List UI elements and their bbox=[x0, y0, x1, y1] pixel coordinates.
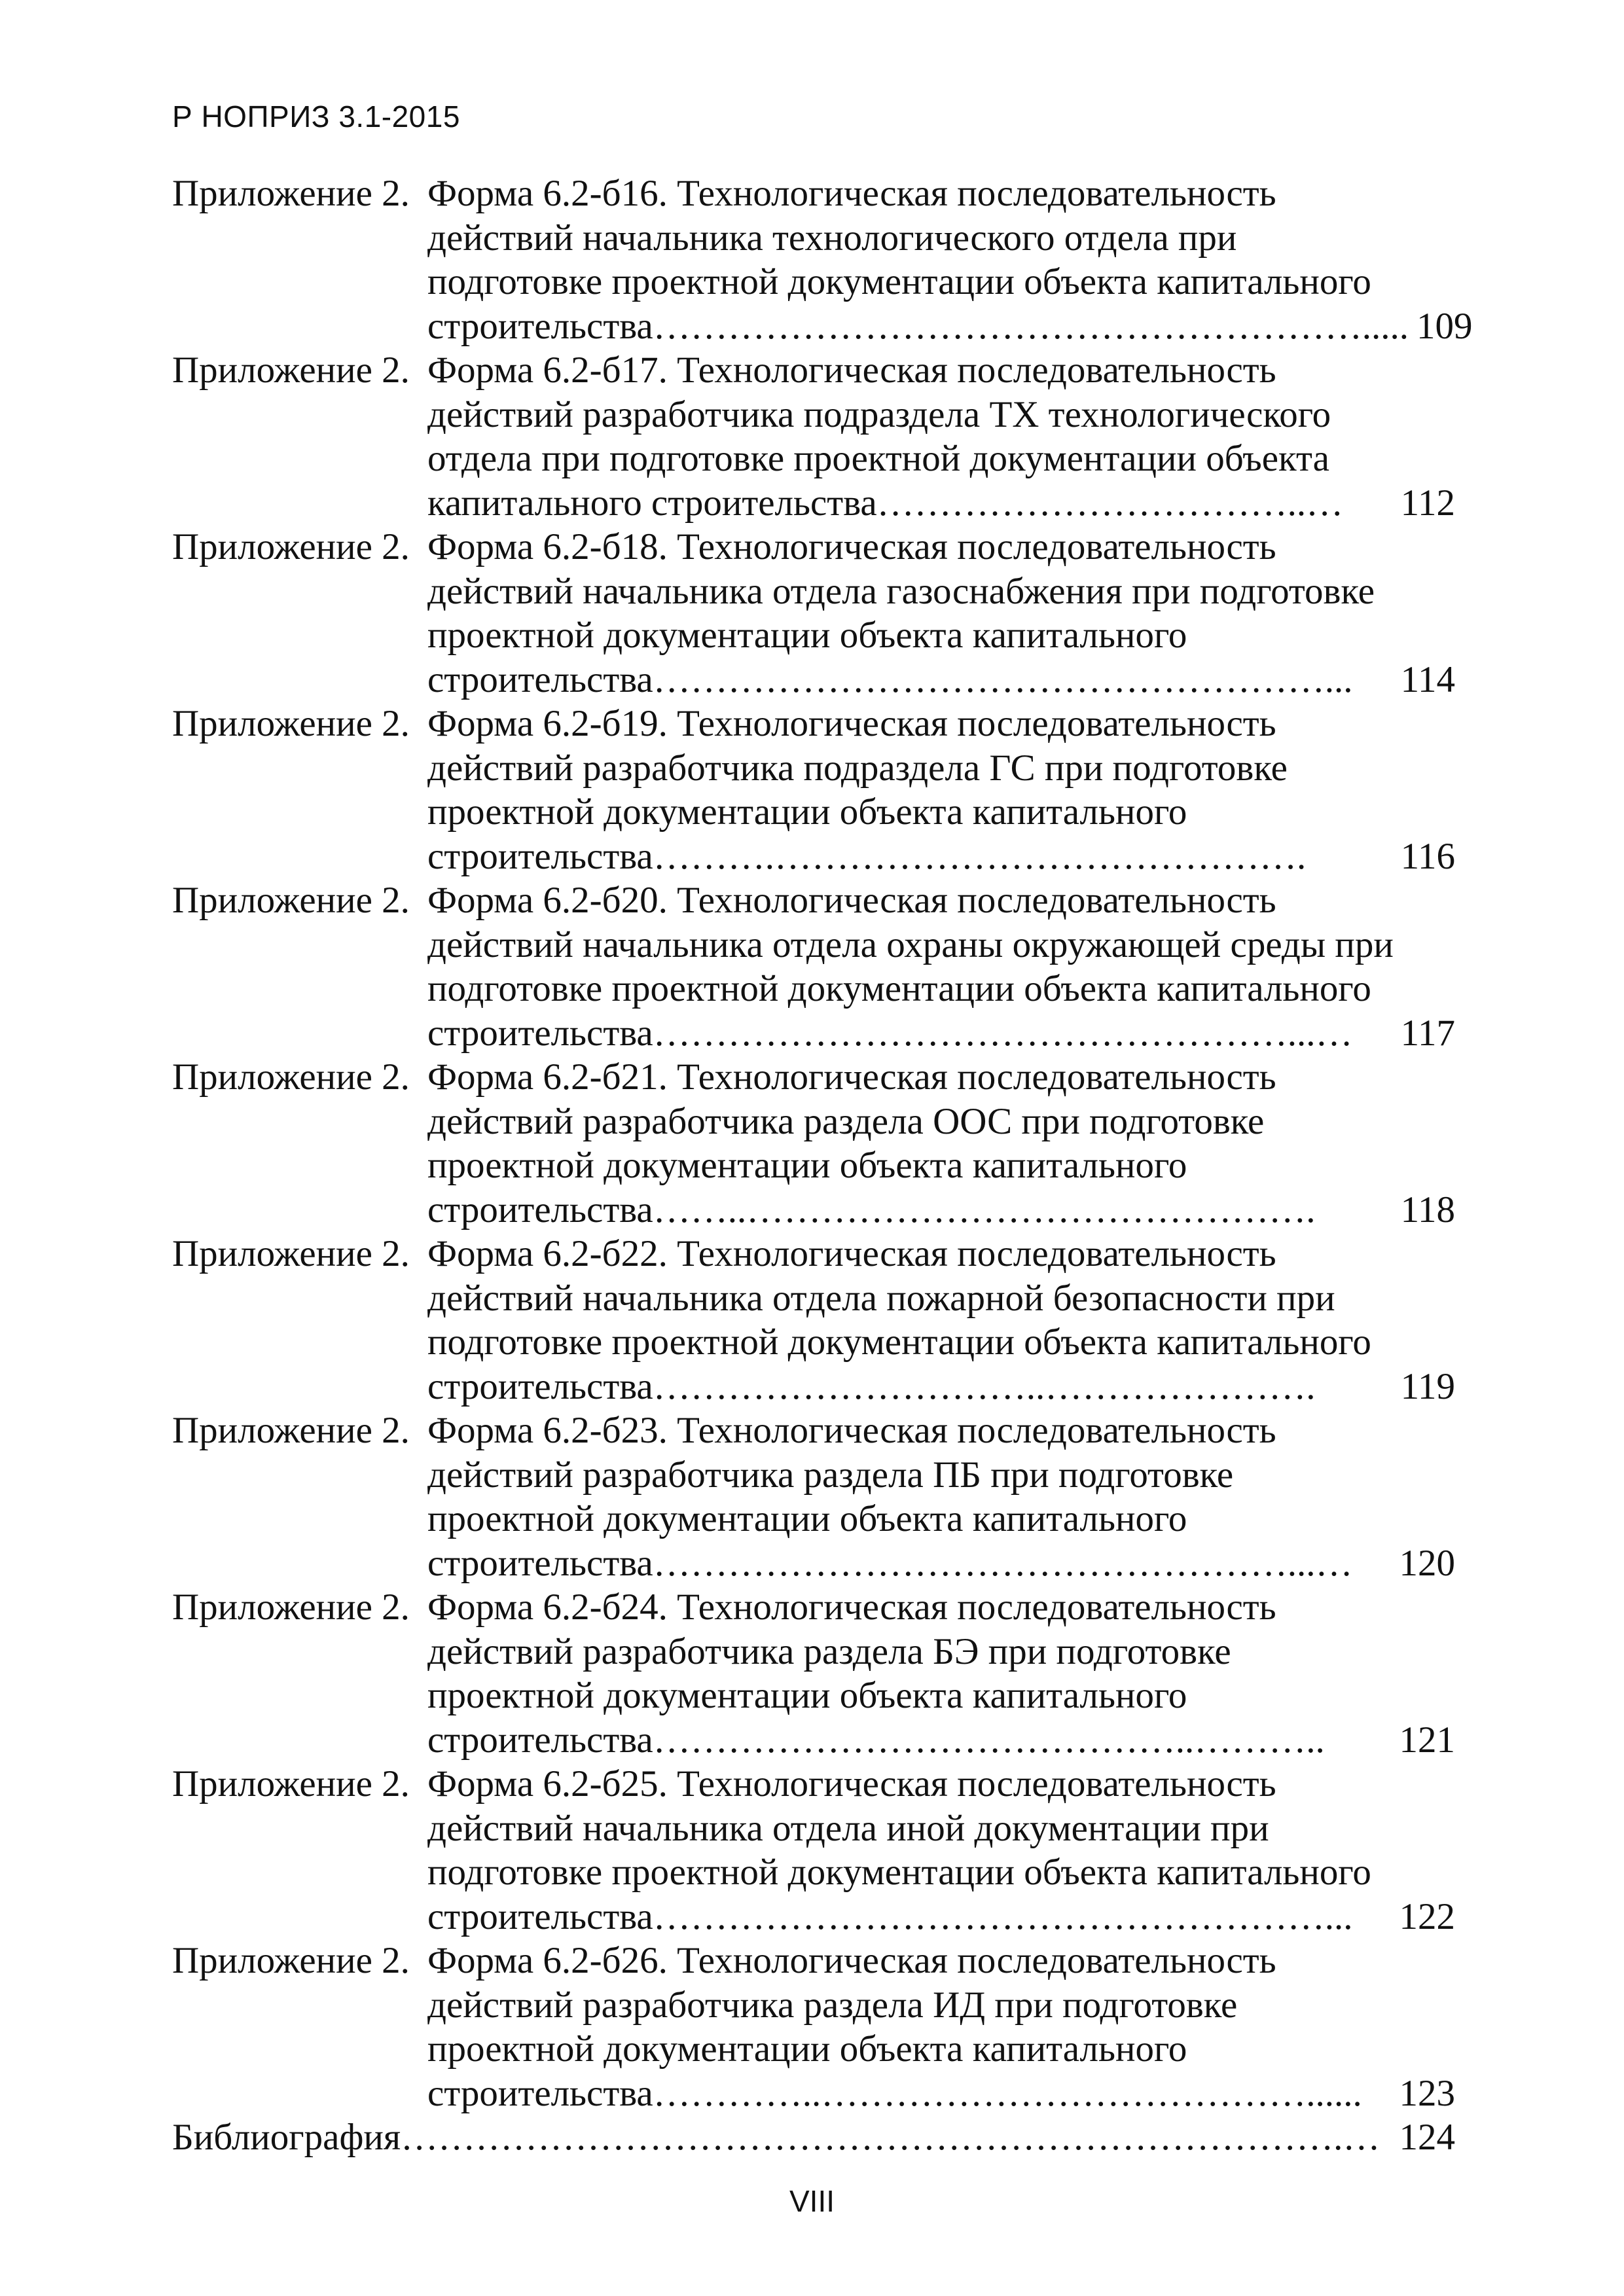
toc-entry-page-number: 119 bbox=[1400, 1365, 1455, 1407]
toc-entry-title-end: строительства…………..…………………………………...... bbox=[427, 2072, 1362, 2114]
toc-entry-bibliography[interactable] bbox=[172, 2115, 1455, 2160]
toc-entry-body bbox=[427, 1585, 1455, 1762]
toc-entry-title-end: строительства…………………………………………………..... bbox=[427, 305, 1409, 347]
toc-entry-leader-line bbox=[427, 834, 1455, 879]
toc-entry-leader-line bbox=[427, 1718, 1455, 1763]
toc-entry[interactable] bbox=[172, 1585, 1455, 1762]
toc-entry-title-line: действий разработчика раздела ООС при подготовке bbox=[427, 1100, 1265, 1142]
toc-entry-body bbox=[427, 878, 1455, 1055]
toc-entry-title-end: строительства……..………………………………………. bbox=[427, 1189, 1316, 1230]
toc-entry[interactable] bbox=[172, 702, 1455, 878]
toc-entry-title-line: Форма 6.2-б25. Технологическая последовательность bbox=[427, 1763, 1276, 1804]
page-number: VIII bbox=[789, 2184, 835, 2218]
toc-entry-title-end: строительства……………………………………..……….. bbox=[427, 1719, 1325, 1761]
toc-entry-title-end: строительства……………………………………………...… bbox=[427, 1542, 1353, 1584]
toc-entry-prefix: Приложение 2. bbox=[172, 1056, 410, 1098]
toc-entry-leader-line bbox=[427, 1365, 1455, 1409]
toc-entry-title-line: проектной документации объекта капитального bbox=[427, 1145, 1187, 1186]
toc-entry-title-end: строительства………………………………………………... bbox=[427, 658, 1353, 700]
toc-entry-title-line: Форма 6.2-б19. Технологическая последовательность bbox=[427, 703, 1276, 744]
toc-entry-page-number: 117 bbox=[1400, 1012, 1455, 1054]
toc-entry[interactable] bbox=[172, 171, 1473, 348]
toc-entry-prefix: Приложение 2. bbox=[172, 1763, 410, 1804]
toc-entry-title-line: действий разработчика подраздела ГС при подготовке bbox=[427, 747, 1288, 789]
toc-entry-title-line: проектной документации объекта капитального bbox=[427, 615, 1187, 656]
toc-entry[interactable] bbox=[172, 878, 1455, 1055]
toc-entry-body bbox=[427, 1055, 1455, 1232]
toc-entry-page-number: 121 bbox=[1399, 1719, 1455, 1761]
toc-entry[interactable] bbox=[172, 348, 1455, 525]
toc-entry-title-end: строительства………………………………………………... bbox=[427, 1895, 1353, 1937]
table-of-contents bbox=[172, 171, 1473, 2160]
toc-entry-page-number: 116 bbox=[1400, 835, 1455, 877]
toc-entry-title-end: строительства……….……………………………………. bbox=[427, 835, 1307, 877]
toc-entry-title-end: строительства…………………………..…………………. bbox=[427, 1365, 1316, 1407]
toc-entry-title-line: действий разработчика раздела ПБ при подготовке bbox=[427, 1454, 1234, 1496]
toc-entry-leader-line bbox=[427, 658, 1455, 702]
toc-entry-title-line: действий начальника технологического отдела при bbox=[427, 217, 1237, 259]
toc-entry-page-number: 118 bbox=[1400, 1189, 1455, 1230]
toc-entry-title-end: строительства……………………………………………...… bbox=[427, 1012, 1353, 1054]
toc-entry-title-line: Форма 6.2-б17. Технологическая последовательность bbox=[427, 350, 1276, 391]
toc-entry[interactable] bbox=[172, 1232, 1455, 1408]
toc-entry[interactable] bbox=[172, 525, 1455, 702]
toc-entry-title-line: действий начальника отдела пожарной безопасности при bbox=[427, 1277, 1335, 1319]
toc-entry-body bbox=[427, 1232, 1455, 1408]
toc-entry-leader-line bbox=[427, 1011, 1455, 1056]
toc-entry-title-line: Форма 6.2-б20. Технологическая последовательность bbox=[427, 880, 1276, 921]
toc-entry-title-line: действий разработчика раздела БЭ при подготовке bbox=[427, 1630, 1231, 1672]
toc-entry-title-line: Форма 6.2-б18. Технологическая последовательность bbox=[427, 526, 1276, 567]
toc-entry[interactable] bbox=[172, 1762, 1455, 1939]
bibliography-page-number: 124 bbox=[1399, 2117, 1455, 2158]
toc-entry-title-line: Форма 6.2-б23. Технологическая последовательность bbox=[427, 1410, 1276, 1451]
toc-entry[interactable] bbox=[172, 1939, 1455, 2115]
toc-entry-title-line: действий начальника отдела охраны окружающей среды при bbox=[427, 924, 1394, 965]
toc-entry-page-number: 122 bbox=[1399, 1895, 1455, 1937]
toc-entry-title-line: подготовке проектной документации объекта капитального bbox=[427, 261, 1371, 302]
toc-entry-prefix: Приложение 2. bbox=[172, 1410, 410, 1451]
toc-entry-prefix: Приложение 2. bbox=[172, 1940, 410, 1981]
toc-entry-prefix: Приложение 2. bbox=[172, 1587, 410, 1628]
toc-entry-prefix: Приложение 2. bbox=[172, 350, 410, 391]
toc-entry-leader-line bbox=[427, 1895, 1455, 1939]
toc-entry-page-number: 114 bbox=[1400, 658, 1455, 700]
running-header: Р НОПРИЗ 3.1-2015 bbox=[172, 99, 460, 134]
toc-entry-title-line: действий разработчика подраздела ТХ технологического bbox=[427, 393, 1331, 435]
toc-entry-title-line: Форма 6.2-б21. Технологическая последовательность bbox=[427, 1056, 1276, 1098]
toc-entry-leader-line bbox=[427, 1188, 1455, 1232]
toc-entry-body bbox=[427, 348, 1455, 525]
toc-entry-title-line: Форма 6.2-б26. Технологическая последовательность bbox=[427, 1940, 1276, 1981]
toc-entry-title-line: проектной документации объекта капитального bbox=[427, 1675, 1187, 1716]
toc-entry-page-number: 109 bbox=[1416, 305, 1473, 347]
bibliography-label: Библиография………………………………………………………………….… bbox=[172, 2117, 1380, 2158]
toc-entry-title-line: проектной документации объекта капитального bbox=[427, 1498, 1187, 1539]
toc-entry-title-line: проектной документации объекта капитального bbox=[427, 2028, 1187, 2070]
toc-entry-leader-line bbox=[427, 2072, 1455, 2116]
toc-entry-leader-line bbox=[427, 304, 1472, 349]
toc-entry-title-line: действий начальника отдела газоснабжения при подготовке bbox=[427, 570, 1375, 612]
toc-entry-title-line: отдела при подготовке проектной документации объекта bbox=[427, 438, 1329, 479]
toc-entry-title-line: действий разработчика раздела ИД при подготовке bbox=[427, 1984, 1238, 2026]
toc-entry-title-line: подготовке проектной документации объекта капитального bbox=[427, 1852, 1371, 1893]
toc-entry-title-line: Форма 6.2-б22. Технологическая последовательность bbox=[427, 1233, 1276, 1274]
toc-entry[interactable] bbox=[172, 1055, 1455, 1232]
toc-entry-title-line: подготовке проектной документации объекта капитального bbox=[427, 968, 1371, 1009]
toc-entry-body bbox=[427, 171, 1472, 348]
toc-entry-title-line: Форма 6.2-б24. Технологическая последовательность bbox=[427, 1587, 1276, 1628]
toc-entry-body bbox=[427, 1939, 1455, 2115]
toc-entry-prefix: Приложение 2. bbox=[172, 880, 410, 921]
toc-entry-title-line: Форма 6.2-б16. Технологическая последовательность bbox=[427, 173, 1276, 214]
toc-entry-leader-line bbox=[427, 481, 1455, 526]
toc-entry-body bbox=[427, 525, 1455, 702]
toc-entry-body bbox=[427, 1762, 1455, 1939]
toc-entry-title-line: действий начальника отдела иной документации при bbox=[427, 1807, 1269, 1849]
toc-entry-prefix: Приложение 2. bbox=[172, 1233, 410, 1274]
toc-entry-body bbox=[427, 1408, 1455, 1585]
toc-entry[interactable] bbox=[172, 1408, 1455, 1585]
toc-entry-leader-line bbox=[427, 1541, 1455, 1586]
toc-entry-prefix: Приложение 2. bbox=[172, 703, 410, 744]
toc-entry-page-number: 112 bbox=[1400, 482, 1455, 524]
toc-entry-prefix: Приложение 2. bbox=[172, 173, 410, 214]
toc-entry-page-number: 120 bbox=[1399, 1542, 1455, 1584]
toc-entry-title-end: капитального строительства……………………………..… bbox=[427, 482, 1344, 524]
toc-entry-body bbox=[427, 702, 1455, 878]
toc-entry-title-line: проектной документации объекта капитального bbox=[427, 791, 1187, 833]
toc-entry-prefix: Приложение 2. bbox=[172, 526, 410, 567]
toc-entry-page-number: 123 bbox=[1399, 2072, 1455, 2114]
toc-entry-title-line: подготовке проектной документации объекта капитального bbox=[427, 1321, 1371, 1363]
